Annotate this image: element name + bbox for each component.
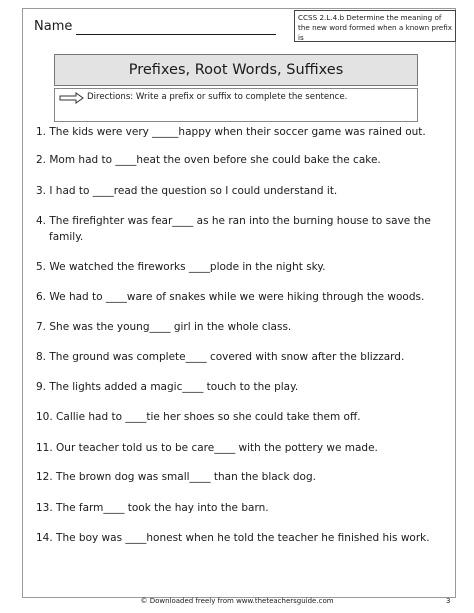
question-8: [36, 349, 440, 365]
question-14: [36, 530, 440, 546]
standard-box: CCSS 2.L.4.b Determine the meaning of the new word formed when a known prefix is: [294, 10, 456, 42]
question-11: [36, 440, 440, 456]
question-text: Callie had to ____tie her shoes so she could take them off.: [56, 411, 361, 423]
question-number: 7.: [36, 321, 47, 333]
question-2: [36, 152, 440, 168]
question-text: The farm____ took the hay into the barn.: [56, 502, 269, 514]
question-number: 8.: [36, 351, 47, 363]
question-number: 14.: [36, 532, 53, 544]
question-5: [36, 259, 440, 275]
question-6: [36, 289, 440, 305]
question-number: 6.: [36, 291, 47, 303]
footer: [0, 597, 474, 605]
name-blank-line: [76, 34, 276, 35]
question-number: 3.: [36, 185, 47, 197]
question-text: The firefighter was fear____ as he ran into the burning house to save the: [49, 215, 431, 227]
question-text-continued: family.: [49, 231, 84, 243]
name-label: Name: [34, 19, 73, 34]
question-text: We watched the fireworks ____plode in the night sky.: [49, 261, 326, 273]
question-text: We had to ____ware of snakes while we were hiking through the woods.: [49, 291, 425, 303]
question-number: 13.: [36, 502, 53, 514]
directions-box: [54, 88, 418, 122]
worksheet-title: Prefixes, Root Words, Suffixes: [54, 54, 418, 86]
page-number: 3: [446, 597, 451, 605]
question-text: The ground was complete____ covered with snow after the blizzard.: [49, 351, 405, 363]
question-10: [36, 409, 440, 425]
question-4: [36, 213, 440, 245]
question-1: [36, 124, 440, 140]
question-text: Our teacher told us to be care____ with the pottery we made.: [56, 442, 378, 454]
question-9: [36, 379, 440, 395]
question-text: I had to ____read the question so I could understand it.: [49, 185, 338, 197]
question-text: The lights added a magic____ touch to the play.: [49, 381, 299, 393]
directions-text: Directions: Write a prefix or suffix to complete the sentence.: [87, 92, 348, 102]
question-text: The brown dog was small____ than the black dog.: [56, 471, 316, 483]
question-number: 11.: [36, 442, 53, 454]
question-number: 5.: [36, 261, 47, 273]
question-number: 1.: [36, 126, 47, 138]
question-number: 4.: [36, 215, 47, 227]
footer-text: Downloaded freely from www.theteachersguide.com: [149, 597, 334, 605]
question-3: [36, 183, 440, 199]
question-13: [36, 500, 440, 516]
question-text: The kids were very _____happy when their soccer game was rained out.: [49, 126, 426, 138]
question-text: Mom had to ____heat the oven before she could bake the cake.: [49, 154, 381, 166]
question-7: [36, 319, 440, 335]
question-number: 2.: [36, 154, 47, 166]
question-number: 10.: [36, 411, 53, 423]
arrow-right-icon: [59, 91, 85, 105]
question-number: 9.: [36, 381, 47, 393]
question-12: [36, 469, 440, 485]
question-text: The boy was ____honest when he told the teacher he finished his work.: [56, 532, 430, 544]
copyright-icon: ©: [140, 597, 148, 605]
question-text: She was the young____ girl in the whole class.: [49, 321, 292, 333]
question-number: 12.: [36, 471, 53, 483]
